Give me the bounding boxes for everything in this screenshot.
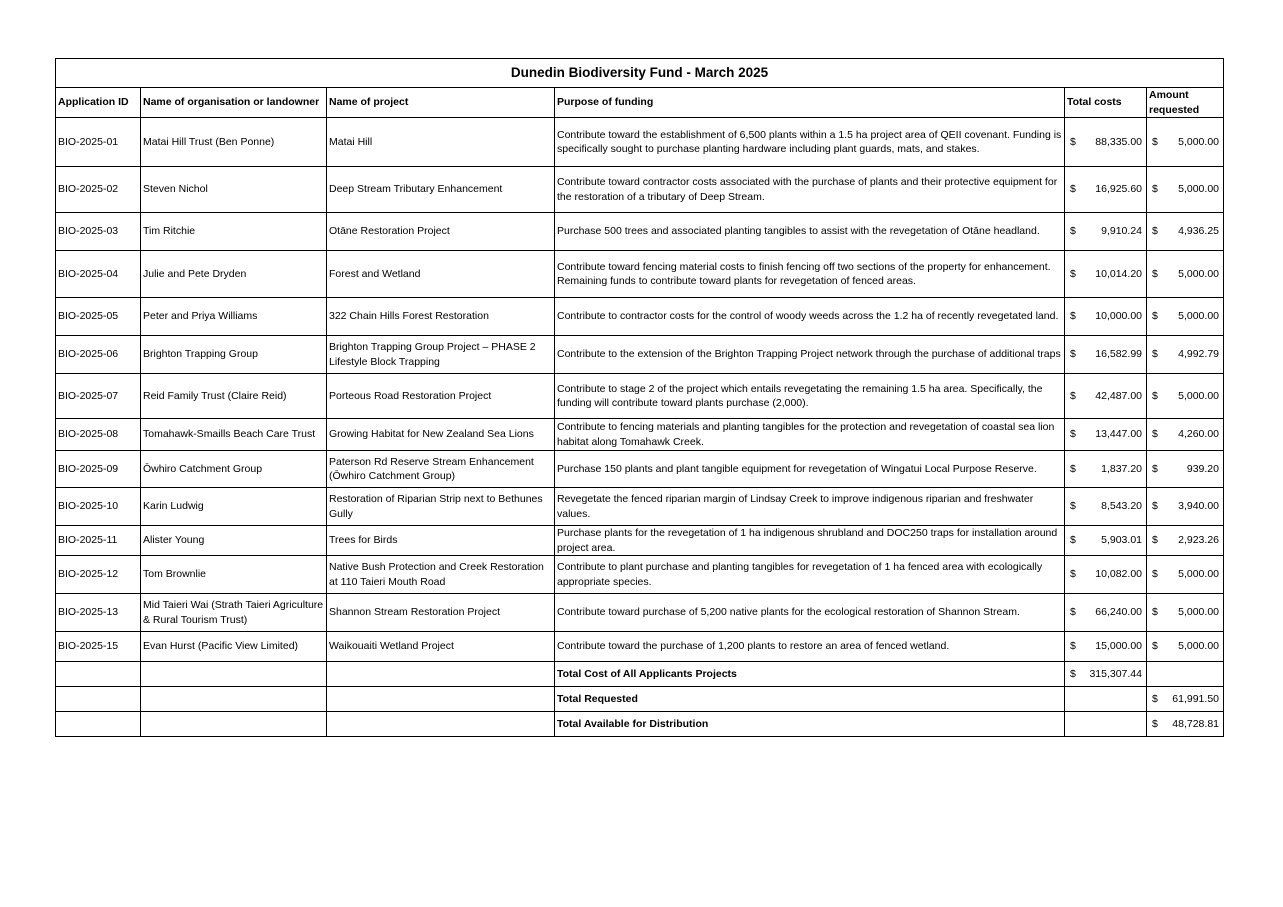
- table-row: [56, 632, 1224, 662]
- project-name-cell: Native Bush Protection and Creek Restoration at 110 Taieri Mouth Road: [327, 556, 555, 594]
- purpose-cell: Contribute to fencing materials and planting tangibles for the protection and revegetation of coastal sea lion habitat along Tomahawk Creek.: [555, 419, 1065, 451]
- total-requested-value: $ 61,991.50: [1147, 687, 1224, 712]
- total-costs-cell: $ 10,014.20: [1065, 251, 1147, 298]
- total-costs-cell: $ 1,837.20: [1065, 451, 1147, 488]
- total-requested-label: Total Requested: [555, 687, 1065, 712]
- application-id-cell: BIO-2025-10: [56, 488, 141, 526]
- application-id-cell: BIO-2025-02: [56, 167, 141, 213]
- application-id-cell: BIO-2025-15: [56, 632, 141, 662]
- project-name-cell: Shannon Stream Restoration Project: [327, 594, 555, 632]
- header-purpose: Purpose of funding: [555, 88, 1065, 118]
- application-id-cell: BIO-2025-13: [56, 594, 141, 632]
- organisation-cell: Julie and Pete Dryden: [141, 251, 327, 298]
- project-name-cell: 322 Chain Hills Forest Restoration: [327, 298, 555, 336]
- header-organisation: Name of organisation or landowner: [141, 88, 327, 118]
- table-row: [56, 336, 1224, 374]
- project-name-cell: Growing Habitat for New Zealand Sea Lions: [327, 419, 555, 451]
- application-id-cell: BIO-2025-01: [56, 118, 141, 167]
- amount-requested-cell: $ 5,000.00: [1147, 167, 1224, 213]
- amount-requested-cell: $ 3,940.00: [1147, 488, 1224, 526]
- funding-table: [55, 58, 1224, 737]
- amount-requested-cell: $ 5,000.00: [1147, 632, 1224, 662]
- amount-requested-cell: $ 5,000.00: [1147, 251, 1224, 298]
- total-costs-cell: $ 8,543.20: [1065, 488, 1147, 526]
- totals-section: [56, 662, 1224, 737]
- project-name-cell: Otāne Restoration Project: [327, 213, 555, 251]
- table-row: [56, 451, 1224, 488]
- table-row: [56, 526, 1224, 556]
- project-name-cell: Porteous Road Restoration Project: [327, 374, 555, 419]
- amount-requested-cell: $ 5,000.00: [1147, 594, 1224, 632]
- header-project-name: Name of project: [327, 88, 555, 118]
- total-costs-cell: $ 10,000.00: [1065, 298, 1147, 336]
- project-name-cell: Trees for Birds: [327, 526, 555, 556]
- amount-requested-cell: $ 5,000.00: [1147, 374, 1224, 419]
- application-id-cell: BIO-2025-03: [56, 213, 141, 251]
- organisation-cell: Evan Hurst (Pacific View Limited): [141, 632, 327, 662]
- amount-requested-cell: $ 4,992.79: [1147, 336, 1224, 374]
- total-costs-cell: $ 16,582.99: [1065, 336, 1147, 374]
- table-row: [56, 488, 1224, 526]
- header-amount-requested: Amount requested: [1147, 88, 1224, 118]
- purpose-cell: Contribute toward purchase of 5,200 native plants for the ecological restoration of Shannon Stream.: [555, 594, 1065, 632]
- purpose-cell: Contribute to stage 2 of the project which entails revegetating the remaining 1.5 ha area. Specifically, the funding will contribute toward plants purchase (2,000).: [555, 374, 1065, 419]
- amount-requested-cell: $ 4,936.25: [1147, 213, 1224, 251]
- purpose-cell: Contribute to contractor costs for the control of woody weeds across the 1.2 ha of recently revegetated land.: [555, 298, 1065, 336]
- purpose-cell: Contribute to the extension of the Brighton Trapping Project network through the purchase of additional traps: [555, 336, 1065, 374]
- amount-requested-cell: $ 4,260.00: [1147, 419, 1224, 451]
- application-id-cell: BIO-2025-06: [56, 336, 141, 374]
- total-costs-cell: $ 88,335.00: [1065, 118, 1147, 167]
- total-costs-cell: $ 66,240.00: [1065, 594, 1147, 632]
- table-row: [56, 298, 1224, 336]
- application-id-cell: BIO-2025-08: [56, 419, 141, 451]
- purpose-cell: Contribute toward fencing material costs to finish fencing off two sections of the property for enhancement. Remaining funds to contribute toward plants for revegetation of fenced areas.: [555, 251, 1065, 298]
- organisation-cell: Alister Young: [141, 526, 327, 556]
- total-requested-row: [56, 687, 1224, 712]
- table-row: [56, 213, 1224, 251]
- header-application-id: Application ID: [56, 88, 141, 118]
- purpose-cell: Purchase 150 plants and plant tangible equipment for revegetation of Wingatui Local Purpose Reserve.: [555, 451, 1065, 488]
- total-costs-cell: $ 16,925.60: [1065, 167, 1147, 213]
- application-id-cell: BIO-2025-11: [56, 526, 141, 556]
- organisation-cell: Peter and Priya Williams: [141, 298, 327, 336]
- total-available-value: $ 48,728.81: [1147, 712, 1224, 737]
- organisation-cell: Brighton Trapping Group: [141, 336, 327, 374]
- project-name-cell: Paterson Rd Reserve Stream Enhancement (Ōwhiro Catchment Group): [327, 451, 555, 488]
- purpose-cell: Purchase plants for the revegetation of 1 ha indigenous shrubland and DOC250 traps for installation around project area.: [555, 526, 1065, 556]
- amount-requested-cell: $ 5,000.00: [1147, 298, 1224, 336]
- organisation-cell: Tom Brownlie: [141, 556, 327, 594]
- application-id-cell: BIO-2025-09: [56, 451, 141, 488]
- organisation-cell: Tomahawk-Smaills Beach Care Trust: [141, 419, 327, 451]
- total-available-label: Total Available for Distribution: [555, 712, 1065, 737]
- purpose-cell: Purchase 500 trees and associated planting tangibles to assist with the revegetation of Otāne headland.: [555, 213, 1065, 251]
- total-cost-value: $ 315,307.44: [1065, 662, 1147, 687]
- table-row: [56, 167, 1224, 213]
- organisation-cell: Mid Taieri Wai (Strath Taieri Agriculture & Rural Tourism Trust): [141, 594, 327, 632]
- table-row: [56, 118, 1224, 167]
- project-name-cell: Restoration of Riparian Strip next to Bethunes Gully: [327, 488, 555, 526]
- organisation-cell: Matai Hill Trust (Ben Ponne): [141, 118, 327, 167]
- project-name-cell: Deep Stream Tributary Enhancement: [327, 167, 555, 213]
- purpose-cell: Contribute toward the establishment of 6,500 plants within a 1.5 ha project area of QEII covenant. Funding is specifically sought to purchase planting hardware including plant guards, mats, and stakes.: [555, 118, 1065, 167]
- total-costs-cell: $ 10,082.00: [1065, 556, 1147, 594]
- table-row: [56, 594, 1224, 632]
- table-title: Dunedin Biodiversity Fund - March 2025: [56, 59, 1224, 88]
- table-row: [56, 556, 1224, 594]
- total-costs-cell: $ 15,000.00: [1065, 632, 1147, 662]
- purpose-cell: Contribute toward contractor costs associated with the purchase of plants and their protective equipment for the restoration of a tributary of Deep Stream.: [555, 167, 1065, 213]
- table-row: [56, 419, 1224, 451]
- header-total-costs: Total costs: [1065, 88, 1147, 118]
- purpose-cell: Contribute to plant purchase and planting tangibles for revegetation of 1 ha fenced area with ecologically appropriate species.: [555, 556, 1065, 594]
- amount-requested-cell: $ 5,000.00: [1147, 118, 1224, 167]
- total-costs-cell: $ 13,447.00: [1065, 419, 1147, 451]
- total-costs-cell: $ 9,910.24: [1065, 213, 1147, 251]
- organisation-cell: Steven Nichol: [141, 167, 327, 213]
- application-id-cell: BIO-2025-04: [56, 251, 141, 298]
- table-body: [56, 118, 1224, 662]
- application-id-cell: BIO-2025-07: [56, 374, 141, 419]
- project-name-cell: Waikouaiti Wetland Project: [327, 632, 555, 662]
- project-name-cell: Matai Hill: [327, 118, 555, 167]
- organisation-cell: Reid Family Trust (Claire Reid): [141, 374, 327, 419]
- amount-requested-cell: $ 2,923.26: [1147, 526, 1224, 556]
- application-id-cell: BIO-2025-12: [56, 556, 141, 594]
- application-id-cell: BIO-2025-05: [56, 298, 141, 336]
- organisation-cell: Tim Ritchie: [141, 213, 327, 251]
- total-cost-row: [56, 662, 1224, 687]
- purpose-cell: Revegetate the fenced riparian margin of Lindsay Creek to improve indigenous riparian and freshwater values.: [555, 488, 1065, 526]
- table-row: [56, 251, 1224, 298]
- project-name-cell: Brighton Trapping Group Project – PHASE 2 Lifestyle Block Trapping: [327, 336, 555, 374]
- total-available-row: [56, 712, 1224, 737]
- total-costs-cell: $ 42,487.00: [1065, 374, 1147, 419]
- organisation-cell: Ōwhiro Catchment Group: [141, 451, 327, 488]
- amount-requested-cell: $ 939.20: [1147, 451, 1224, 488]
- purpose-cell: Contribute toward the purchase of 1,200 plants to restore an area of fenced wetland.: [555, 632, 1065, 662]
- organisation-cell: Karin Ludwig: [141, 488, 327, 526]
- project-name-cell: Forest and Wetland: [327, 251, 555, 298]
- amount-requested-cell: $ 5,000.00: [1147, 556, 1224, 594]
- total-costs-cell: $ 5,903.01: [1065, 526, 1147, 556]
- total-cost-label: Total Cost of All Applicants Projects: [555, 662, 1065, 687]
- table-row: [56, 374, 1224, 419]
